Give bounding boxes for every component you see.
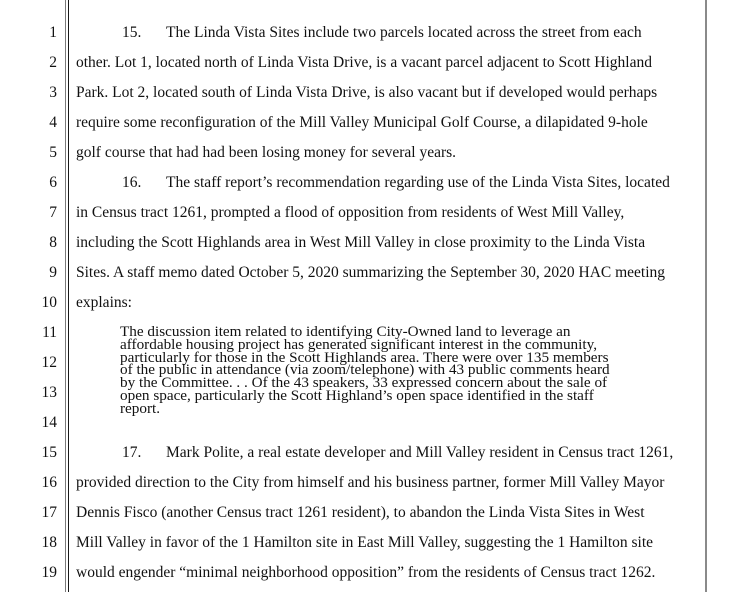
line-number: 3 <box>49 84 57 101</box>
line-number: 17 <box>41 504 57 521</box>
paragraph-17-line-2: provided direction to the City from himself and his business partner, former Mill Valley Mayor <box>76 474 665 491</box>
paragraph-number: 17. <box>122 444 142 461</box>
paragraph-17-line-1 <box>122 444 673 462</box>
block-quote <box>120 323 660 417</box>
document-body <box>76 0 704 592</box>
quote-line: by the Committee. . . Of the 43 speakers, 33 expressed concern about the sale of <box>120 374 608 392</box>
line-number: 10 <box>41 294 57 311</box>
paragraph-17-line-5: would engender “minimal neighborhood opposition” from the residents of Census tract 1262. <box>76 564 656 581</box>
paragraph-16-line-5: explains: <box>76 294 132 311</box>
line-number: 16 <box>41 474 57 491</box>
paragraph-17-line-4: Mill Valley in favor of the 1 Hamilton site in East Mill Valley, suggesting the 1 Hamilton site <box>76 534 654 551</box>
quote-line: particularly for those in the Scott Highlands area. There were over 135 members <box>120 348 609 366</box>
paragraph-number: 16. <box>122 174 142 191</box>
paragraph-16-line-2: in Census tract 1261, prompted a flood of opposition from residents of West Mill Valley, <box>76 204 625 221</box>
paragraph-16-line-1 <box>122 174 670 192</box>
paragraph-15-line-3: Park. Lot 2, located south of Linda Vista Drive, is also vacant but if developed would perhaps <box>76 84 658 101</box>
paragraph-15-line-5: golf course that had had been losing money for several years. <box>76 144 457 161</box>
right-margin-rule <box>705 0 707 592</box>
paragraph-text: Mark Polite, a real estate developer and Mill Valley resident in Census tract 1261, <box>166 444 674 461</box>
line-number: 2 <box>49 54 57 71</box>
paragraph-15-line-4: require some reconfiguration of the Mill Valley Municipal Golf Course, a dilapidated 9-hole <box>76 114 648 131</box>
line-number: 7 <box>49 204 57 221</box>
line-number: 1 <box>49 24 57 41</box>
paragraph-15-line-1 <box>122 24 642 42</box>
paragraph-number: 15. <box>122 24 142 41</box>
line-number: 15 <box>41 444 57 461</box>
line-number: 8 <box>49 234 57 251</box>
line-number: 19 <box>41 564 57 581</box>
line-number: 11 <box>42 324 57 341</box>
line-number-column <box>0 0 57 592</box>
left-margin-rule-inner <box>68 0 69 592</box>
quote-line: The discussion item related to identifying City-Owned land to leverage an <box>120 323 571 340</box>
paragraph-text: The Linda Vista Sites include two parcels located across the street from each <box>166 24 642 41</box>
quote-line: report. <box>120 399 161 417</box>
quote-line: of the public in attendance (via zoom/telephone) with 43 public comments heard <box>120 361 610 379</box>
line-number: 6 <box>49 174 57 191</box>
paragraph-text: The staff report’s recommendation regarding use of the Linda Vista Sites, located <box>166 174 670 191</box>
paragraph-16-line-3: including the Scott Highlands area in West Mill Valley in close proximity to the Linda Vista <box>76 234 646 251</box>
quote-line: affordable housing project has generated significant interest in the community, <box>120 335 597 353</box>
paragraph-15-line-2: other. Lot 1, located north of Linda Vista Drive, is a vacant parcel adjacent to Scott Highland <box>76 54 652 71</box>
paragraph-16-line-4: Sites. A staff memo dated October 5, 2020 summarizing the September 30, 2020 HAC meeting <box>76 264 666 281</box>
line-number: 18 <box>41 534 57 551</box>
line-number: 14 <box>41 414 57 431</box>
line-number: 12 <box>41 354 57 371</box>
line-number: 5 <box>49 144 57 161</box>
left-margin-rule-outer <box>65 0 66 592</box>
line-number: 13 <box>41 384 57 401</box>
paragraph-17-line-3: Dennis Fisco (another Census tract 1261 resident), to abandon the Linda Vista Sites in West <box>76 504 645 521</box>
quote-line: open space, particularly the Scott Highland’s open space identified in the staff <box>120 386 594 404</box>
line-number: 9 <box>49 264 57 281</box>
line-number: 4 <box>49 114 57 131</box>
